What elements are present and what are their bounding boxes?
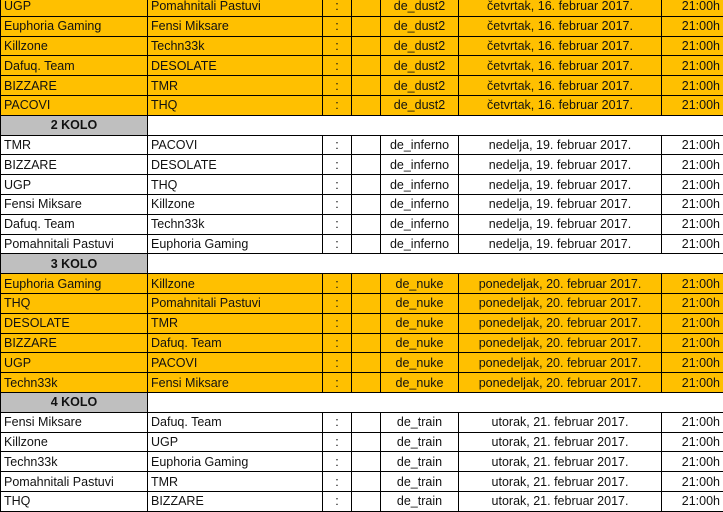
map-cell[interactable]: de_dust2: [381, 56, 459, 76]
score-separator-cell[interactable]: :: [323, 16, 352, 36]
team-home-cell[interactable]: Euphoria Gaming: [1, 274, 148, 294]
team-home-cell[interactable]: Techn33k: [1, 452, 148, 472]
team-home-cell[interactable]: Killzone: [1, 36, 148, 56]
time-cell[interactable]: 21:00h: [662, 135, 723, 155]
score-separator-cell[interactable]: :: [323, 373, 352, 393]
date-cell[interactable]: nedelja, 19. februar 2017.: [459, 194, 662, 214]
score-separator-cell[interactable]: :: [323, 293, 352, 313]
score-separator-cell[interactable]: :: [323, 274, 352, 294]
map-cell[interactable]: de_dust2: [381, 16, 459, 36]
team-home-cell[interactable]: BIZZARE: [1, 76, 148, 96]
team-home-cell[interactable]: UGP: [1, 353, 148, 373]
team-away-cell[interactable]: UGP: [148, 432, 323, 452]
round-header-blank: [148, 254, 723, 274]
match-row: [1, 234, 723, 254]
score-separator-cell[interactable]: :: [323, 135, 352, 155]
map-cell[interactable]: de_dust2: [381, 0, 459, 16]
team-home-cell[interactable]: Euphoria Gaming: [1, 16, 148, 36]
date-cell[interactable]: utorak, 21. februar 2017.: [459, 412, 662, 432]
time-cell[interactable]: 21:00h: [662, 36, 723, 56]
team-away-cell[interactable]: Euphoria Gaming: [148, 234, 323, 254]
score-cell[interactable]: [352, 472, 381, 492]
date-cell[interactable]: četvrtak, 16. februar 2017.: [459, 16, 662, 36]
score-cell[interactable]: [352, 16, 381, 36]
match-row: [1, 491, 723, 511]
round-label: 4 KOLO: [1, 392, 148, 412]
score-cell[interactable]: [352, 412, 381, 432]
date-cell[interactable]: ponedeljak, 20. februar 2017.: [459, 293, 662, 313]
team-home-cell[interactable]: Pomahnitali Pastuvi: [1, 472, 148, 492]
team-away-cell[interactable]: BIZZARE: [148, 491, 323, 511]
round-header-row: [1, 254, 723, 274]
match-row: [1, 452, 723, 472]
team-home-cell[interactable]: THQ: [1, 293, 148, 313]
date-cell[interactable]: nedelja, 19. februar 2017.: [459, 135, 662, 155]
date-cell[interactable]: četvrtak, 16. februar 2017.: [459, 76, 662, 96]
match-row: [1, 175, 723, 195]
time-cell[interactable]: 21:00h: [662, 234, 723, 254]
team-away-cell[interactable]: Techn33k: [148, 214, 323, 234]
team-away-cell[interactable]: Pomahnitali Pastuvi: [148, 293, 323, 313]
team-home-cell[interactable]: TMR: [1, 135, 148, 155]
time-cell[interactable]: 21:00h: [662, 373, 723, 393]
score-cell[interactable]: [352, 353, 381, 373]
date-cell[interactable]: utorak, 21. februar 2017.: [459, 491, 662, 511]
team-away-cell[interactable]: TMR: [148, 472, 323, 492]
team-home-cell[interactable]: Techn33k: [1, 373, 148, 393]
score-separator-cell[interactable]: :: [323, 333, 352, 353]
time-cell[interactable]: 21:00h: [662, 214, 723, 234]
score-separator-cell[interactable]: :: [323, 175, 352, 195]
time-cell[interactable]: 21:00h: [662, 95, 723, 115]
time-cell[interactable]: 21:00h: [662, 194, 723, 214]
date-cell[interactable]: nedelja, 19. februar 2017.: [459, 214, 662, 234]
score-separator-cell[interactable]: :: [323, 432, 352, 452]
score-cell[interactable]: [352, 491, 381, 511]
team-home-cell[interactable]: Dafuq. Team: [1, 214, 148, 234]
match-row: [1, 0, 723, 16]
score-separator-cell[interactable]: :: [323, 472, 352, 492]
map-cell[interactable]: de_nuke: [381, 353, 459, 373]
match-row: [1, 274, 723, 294]
score-cell[interactable]: [352, 194, 381, 214]
time-cell[interactable]: 21:00h: [662, 293, 723, 313]
map-cell[interactable]: de_dust2: [381, 36, 459, 56]
match-row: [1, 472, 723, 492]
match-row: [1, 36, 723, 56]
map-cell[interactable]: de_inferno: [381, 234, 459, 254]
date-cell[interactable]: četvrtak, 16. februar 2017.: [459, 56, 662, 76]
match-row: [1, 412, 723, 432]
score-separator-cell[interactable]: :: [323, 56, 352, 76]
time-cell[interactable]: 21:00h: [662, 333, 723, 353]
round-header-blank: [148, 115, 723, 135]
score-separator-cell[interactable]: :: [323, 452, 352, 472]
time-cell[interactable]: 21:00h: [662, 412, 723, 432]
team-away-cell[interactable]: TMR: [148, 76, 323, 96]
team-home-cell[interactable]: UGP: [1, 175, 148, 195]
date-cell[interactable]: ponedeljak, 20. februar 2017.: [459, 333, 662, 353]
team-away-cell[interactable]: DESOLATE: [148, 56, 323, 76]
map-cell[interactable]: de_nuke: [381, 313, 459, 333]
match-row: [1, 155, 723, 175]
match-row: [1, 194, 723, 214]
team-home-cell[interactable]: Fensi Miksare: [1, 194, 148, 214]
team-away-cell[interactable]: Fensi Miksare: [148, 16, 323, 36]
team-away-cell[interactable]: PACOVI: [148, 135, 323, 155]
time-cell[interactable]: 21:00h: [662, 491, 723, 511]
score-separator-cell[interactable]: :: [323, 234, 352, 254]
date-cell[interactable]: četvrtak, 16. februar 2017.: [459, 95, 662, 115]
team-home-cell[interactable]: PACOVI: [1, 95, 148, 115]
team-home-cell[interactable]: Fensi Miksare: [1, 412, 148, 432]
team-home-cell[interactable]: THQ: [1, 491, 148, 511]
score-cell[interactable]: [352, 274, 381, 294]
score-separator-cell[interactable]: :: [323, 313, 352, 333]
team-away-cell[interactable]: Killzone: [148, 194, 323, 214]
map-cell[interactable]: de_dust2: [381, 76, 459, 96]
score-cell[interactable]: [352, 452, 381, 472]
score-cell[interactable]: [352, 214, 381, 234]
match-row: [1, 76, 723, 96]
score-cell[interactable]: [352, 313, 381, 333]
team-away-cell[interactable]: Dafuq. Team: [148, 333, 323, 353]
score-separator-cell[interactable]: :: [323, 0, 352, 16]
match-row: [1, 16, 723, 36]
score-cell[interactable]: [352, 333, 381, 353]
match-row: [1, 373, 723, 393]
score-cell[interactable]: [352, 373, 381, 393]
map-cell[interactable]: de_train: [381, 491, 459, 511]
date-cell[interactable]: ponedeljak, 20. februar 2017.: [459, 274, 662, 294]
score-separator-cell[interactable]: :: [323, 76, 352, 96]
team-away-cell[interactable]: TMR: [148, 313, 323, 333]
score-separator-cell[interactable]: :: [323, 95, 352, 115]
map-cell[interactable]: de_train: [381, 432, 459, 452]
map-cell[interactable]: de_inferno: [381, 155, 459, 175]
match-row: [1, 135, 723, 155]
match-row: [1, 214, 723, 234]
time-cell[interactable]: 21:00h: [662, 452, 723, 472]
time-cell[interactable]: 21:00h: [662, 432, 723, 452]
team-away-cell[interactable]: PACOVI: [148, 353, 323, 373]
score-separator-cell[interactable]: :: [323, 155, 352, 175]
score-separator-cell[interactable]: :: [323, 491, 352, 511]
score-cell[interactable]: [352, 0, 381, 16]
match-row: [1, 353, 723, 373]
team-home-cell[interactable]: UGP: [1, 0, 148, 16]
match-row: [1, 95, 723, 115]
date-cell[interactable]: nedelja, 19. februar 2017.: [459, 234, 662, 254]
map-cell[interactable]: de_train: [381, 452, 459, 472]
time-cell[interactable]: 21:00h: [662, 472, 723, 492]
date-cell[interactable]: ponedeljak, 20. februar 2017.: [459, 313, 662, 333]
team-away-cell[interactable]: Techn33k: [148, 36, 323, 56]
score-separator-cell[interactable]: :: [323, 353, 352, 373]
map-cell[interactable]: de_nuke: [381, 333, 459, 353]
team-away-cell[interactable]: THQ: [148, 175, 323, 195]
time-cell[interactable]: 21:00h: [662, 0, 723, 16]
date-cell[interactable]: utorak, 21. februar 2017.: [459, 452, 662, 472]
team-away-cell[interactable]: DESOLATE: [148, 155, 323, 175]
date-cell[interactable]: nedelja, 19. februar 2017.: [459, 155, 662, 175]
score-cell[interactable]: [352, 234, 381, 254]
round-header-blank: [148, 392, 723, 412]
map-cell[interactable]: de_inferno: [381, 194, 459, 214]
team-home-cell[interactable]: BIZZARE: [1, 155, 148, 175]
team-away-cell[interactable]: Killzone: [148, 274, 323, 294]
team-home-cell[interactable]: DESOLATE: [1, 313, 148, 333]
date-cell[interactable]: utorak, 21. februar 2017.: [459, 432, 662, 452]
date-cell[interactable]: utorak, 21. februar 2017.: [459, 472, 662, 492]
map-cell[interactable]: de_inferno: [381, 135, 459, 155]
date-cell[interactable]: ponedeljak, 20. februar 2017.: [459, 353, 662, 373]
map-cell[interactable]: de_train: [381, 472, 459, 492]
match-row: [1, 56, 723, 76]
score-cell[interactable]: [352, 293, 381, 313]
score-separator-cell[interactable]: :: [323, 36, 352, 56]
time-cell[interactable]: 21:00h: [662, 353, 723, 373]
match-row: [1, 313, 723, 333]
map-cell[interactable]: de_inferno: [381, 214, 459, 234]
score-separator-cell[interactable]: :: [323, 412, 352, 432]
score-cell[interactable]: [352, 155, 381, 175]
score-separator-cell[interactable]: :: [323, 214, 352, 234]
team-home-cell[interactable]: BIZZARE: [1, 333, 148, 353]
match-row: [1, 432, 723, 452]
team-home-cell[interactable]: Killzone: [1, 432, 148, 452]
team-away-cell[interactable]: Dafuq. Team: [148, 412, 323, 432]
team-away-cell[interactable]: THQ: [148, 95, 323, 115]
date-cell[interactable]: ponedeljak, 20. februar 2017.: [459, 373, 662, 393]
map-cell[interactable]: de_inferno: [381, 175, 459, 195]
score-separator-cell[interactable]: :: [323, 194, 352, 214]
team-away-cell[interactable]: Pomahnitali Pastuvi: [148, 0, 323, 16]
score-cell[interactable]: [352, 95, 381, 115]
map-cell[interactable]: de_train: [381, 412, 459, 432]
team-away-cell[interactable]: Fensi Miksare: [148, 373, 323, 393]
time-cell[interactable]: 21:00h: [662, 313, 723, 333]
round-header-row: [1, 115, 723, 135]
score-cell[interactable]: [352, 56, 381, 76]
time-cell[interactable]: 21:00h: [662, 56, 723, 76]
map-cell[interactable]: de_nuke: [381, 373, 459, 393]
round-label: 2 KOLO: [1, 115, 148, 135]
score-cell[interactable]: [352, 175, 381, 195]
match-row: [1, 293, 723, 313]
map-cell[interactable]: de_nuke: [381, 274, 459, 294]
map-cell[interactable]: de_dust2: [381, 95, 459, 115]
score-cell[interactable]: [352, 36, 381, 56]
time-cell[interactable]: 21:00h: [662, 274, 723, 294]
date-cell[interactable]: četvrtak, 16. februar 2017.: [459, 0, 662, 16]
round-header-row: [1, 392, 723, 412]
team-away-cell[interactable]: Euphoria Gaming: [148, 452, 323, 472]
round-label: 3 KOLO: [1, 254, 148, 274]
score-cell[interactable]: [352, 135, 381, 155]
time-cell[interactable]: 21:00h: [662, 155, 723, 175]
score-cell[interactable]: [352, 76, 381, 96]
time-cell[interactable]: 21:00h: [662, 175, 723, 195]
map-cell[interactable]: de_nuke: [381, 293, 459, 313]
match-row: [1, 333, 723, 353]
time-cell[interactable]: 21:00h: [662, 16, 723, 36]
team-home-cell[interactable]: Pomahnitali Pastuvi: [1, 234, 148, 254]
score-cell[interactable]: [352, 432, 381, 452]
date-cell[interactable]: nedelja, 19. februar 2017.: [459, 175, 662, 195]
date-cell[interactable]: četvrtak, 16. februar 2017.: [459, 36, 662, 56]
team-home-cell[interactable]: Dafuq. Team: [1, 56, 148, 76]
time-cell[interactable]: 21:00h: [662, 76, 723, 96]
